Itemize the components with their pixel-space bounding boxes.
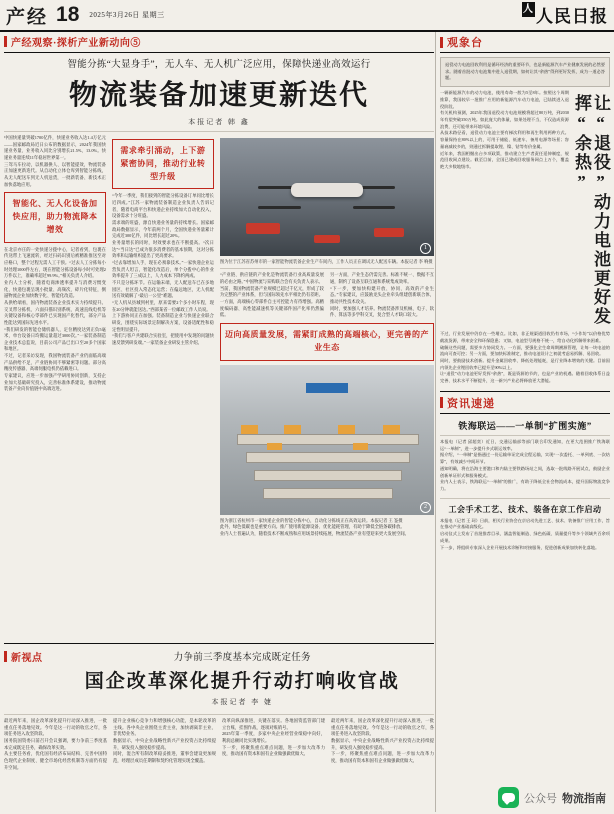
- paragraph: 专家建议，应进一步加强产学研用协同创新，支持企业加大基础研究投入，完善标准体系建设，推动物流装备产业向价值链中高端迈进。: [4, 373, 106, 392]
- paragraph: 需求端的旺盛，源自快递业务量的持续增长。国家邮政局数据显示，今年前两个月，全国快递业务量累计完成近300亿件，同比增长超过20%。: [111, 220, 214, 239]
- paragraph: 在北京亦庄的一处快递分拨中心，记者看到，包裹在传送带上飞速流转，经过扫码识别后被精准推送至对应格口，整个过程无需人工干预。“过去人工分拣每小时处理1000件左右，现在智能分拣设备每小时可处理2万件以上，准确率超过99.9%。”相关负责人介绍。: [4, 246, 106, 279]
- paragraph: 国务院国资委日前召开会议强调，要力争前三季度基本完成既定任务，确保改革实效。: [4, 737, 107, 750]
- paragraph: 一方面，高端核心零部件自主可控能力有待增强。高精度编码器、高性能减速机等关键部件国产化率仍然偏低。: [219, 299, 324, 318]
- right-rail: [440, 34, 610, 551]
- parcel-icon: [338, 425, 355, 434]
- paragraph: 上下游协同正在加强。装备制造企业与快递企业联合研发，围绕实际场景定制解决方案，设备适配性和稳定性明显提升。: [111, 313, 214, 332]
- paragraph: 从技术路径看，退役动力电池主要有梯次利用和再生利用两种方式。容量保持在80%以上的，可用于储能、低速车、备用电源等场景；容量衰减较多的，则通过拆解提取锂、镍、钴等有价金属。: [440, 130, 569, 149]
- paragraph: 业内人士普遍认为，随着技术不断成熟和应用场景持续拓展，物流装备产业有望迎来更大发展空间。: [219, 530, 409, 536]
- panel-lead: 退役动力电池回收利用是循环经济的重要环节，也是新能源汽车产业健康发展的必然要求。随着首批动力电池集中进入退役期，如何让其“余热”得到更好发挥，成为一道必答题。: [445, 62, 605, 81]
- paragraph: 提升企业核心竞争力和增强核心功能，是本轮改革的主线。各中央企业围绕主责主业，加快剥离非主业、非优势业务。: [113, 718, 216, 737]
- paragraph: 最近两年来，国企改革深化提升行动深入推进，一批重点任务落地见效。今年是这一行动的收官之年，各项任务进入攻坚阶段。: [4, 718, 107, 737]
- paragraph: “下一步，要加快构建开放、协同、高效的产业生态。”专家建议，应鼓励龙头企业牵头组建创新联合体，推动共性技术攻关。: [329, 285, 434, 305]
- lead-col-2: [112, 135, 214, 537]
- paragraph: 近年来，我国相继出台多项政策，推动建立生产者责任延伸制度，规范回收网点建设。截至目前，全国已建成回收服务网点上万个，覆盖绝大多数地级市。: [440, 150, 569, 170]
- conveyor-belt: [263, 488, 393, 499]
- overhead-sign: [306, 383, 349, 394]
- paragraph: 另一方面，产业生态仍需完善。标准不统一、数据不互通，制约了设备互联互通和系统集成效率。: [329, 272, 434, 285]
- paragraph: 最近两年来，国企改革深化提升行动深入推进，一批重点任务落地见效。今年是这一行动的收官之年，各项任务进入攻坚阶段。: [331, 718, 434, 737]
- bottom-columns: [4, 718, 434, 771]
- masthead: [0, 0, 614, 32]
- panel-bar-icon: [440, 37, 443, 48]
- paragraph: 同时，要加强人才培养。物流装备涉及机械、电子、软件、算法等多学科交叉，复合型人才缺口较大。: [329, 305, 434, 318]
- paragraph: 下一步，将聚焦重点难点问题，进一步加大改革力度，推动国有资本和国有企业做强做优做大。: [222, 744, 325, 757]
- bottom-col-2: [113, 718, 216, 771]
- panel-bar-icon: [440, 397, 443, 408]
- subcol-b: [330, 272, 434, 319]
- paragraph: 业内人士表示，铁海联运“一单制”的推广，有助于降低全社会物流成本，提升国际物流竞争力。: [440, 479, 610, 491]
- brand-text: 人民日报: [536, 7, 608, 26]
- rotor-icon: [258, 206, 301, 209]
- drone-photo: [220, 138, 434, 256]
- paragraph: 下一步，将聚焦重点难点问题，进一步加大改革力度，推动国有资本和国有企业做强做优做大。: [331, 751, 434, 763]
- paragraph: 通知明确，将在沿海主要港口和内陆主要铁路场站之间，选取一批线路开展试点，鼓励企业创新单证形式和服务模式。: [440, 465, 610, 478]
- divider: [4, 714, 434, 715]
- pull-quote-sidebar: 智能化、无人化设备加快应用，助力物流降本增效: [4, 192, 106, 242]
- lead-shoulder: 智能分拣“大显身手”，无人车、无人机广泛应用，保障快递业高效运行: [67, 60, 371, 70]
- paragraph: 破解这些问题，需要多方协同发力。一方面，要强化全生命周期溯源管理，让每一块电池的流向可查可控；另一方面，要加快标准制定，推动电池设计之初就考虑易拆解、易回收。: [440, 344, 610, 357]
- paragraph: 中国快递量突破1700亿件，快递业务收入达1.4万亿元——国家邮政局近日公布的数据显示，2024年我国快递业务量、业务收入同比分别增长21.5%、13.0%。快递业务量连续11年稳居世界第一。: [4, 135, 106, 160]
- paragraph: 数据显示，中央企业战略性新兴产业投资占比持续提升，研发投入强度稳步提高。: [113, 737, 216, 750]
- parcel-icon: [241, 425, 258, 434]
- conveyor-belt: [254, 470, 402, 481]
- parcel-icon: [383, 425, 400, 434]
- divider: [4, 131, 434, 132]
- paragraph: 从主要任务看，优化国有经济布局结构、完善中国特色现代企业制度、健全市场化经营机制等方面仍有提升空间。: [4, 751, 107, 770]
- paragraph: 据介绍，“一单制”是指通过一份运输单证完成全程运输，实现“一次委托、一单到底、一次结算”，有效减少中间环节。: [440, 452, 610, 465]
- lead-byline: 本报记者 韩 鑫: [188, 118, 250, 126]
- kicker-bar-icon: [4, 651, 7, 662]
- paragraph: 一辆新能源汽车的动力电池，使用寿命一般为5至8年。按照这个周期推算，我国较早一批推广应用的新能源汽车动力电池，已陆续进入退役阶段。: [440, 90, 569, 109]
- sorting-hall-photo: [220, 365, 434, 515]
- main-content: [4, 34, 434, 537]
- paragraph: 本报电（记者 王 珂）日前，相关行业协会在京启动先进工艺、技术、装备推广应用工作，旨在推动产业基础高级化。: [440, 517, 610, 530]
- bottom-kicker: [4, 649, 43, 664]
- photo-caption: 图为位于江苏省苏州市的一家智能物流装备企业生产车间内，工作人员正在调试无人配送车辆。本报记者 李 响摄: [219, 259, 433, 264]
- bottom-shoulder: 力争前三季度基本完成既定任务: [173, 653, 311, 663]
- page-number: 18: [56, 3, 80, 26]
- paragraph: 从供给端看，国内物流装备企业技术实力持续提升。交叉带分拣机、六面扫描识别系统、高速直线电机等关键设备和核心零部件已实现国产化替代，部分产品性能达到国际先进水平。: [4, 299, 106, 325]
- paragraph: 不过，记者采访发现，我国物流装备产业仍面临高端产品供给不足、产业链协同不够紧密等问题。部分高精度传感器、高端伺服电机仍依赖进口。: [4, 353, 106, 372]
- kicker-label: 产经观察·探析产业新动向⑤: [11, 38, 141, 49]
- conveyor-belt: [246, 452, 411, 463]
- brand-mark: 人: [523, 4, 534, 15]
- paragraph: “产业链、供应链的产业化是物流装备行业高质量发展的必由之路。”中国物流与采购联合会有关负责人表示。: [219, 272, 324, 285]
- bottom-col-1: [4, 718, 107, 771]
- kicker-label: 新视点: [11, 653, 43, 664]
- divider: [220, 268, 434, 269]
- photo-number-badge: 2: [420, 502, 431, 513]
- photo-caption-2: 图为浙江省杭州市一家快递企业的智能分拣中心，自动化分拣线正在高效运转。本报记者 王 崟摄: [219, 517, 403, 523]
- pull-quote-mid: 迈向高质量发展，需紧盯成熟的高端核心，更完善的产业生态: [220, 323, 434, 361]
- package-icon: [246, 223, 280, 234]
- panel-label: 资讯速递: [447, 397, 495, 410]
- photo-number-badge: 1: [420, 243, 431, 254]
- wechat-icon: [498, 787, 519, 808]
- paragraph: 本报电（记者 邱超奕）近日，交通运输部等部门联合印发通知，在更大范围推广铁海联运“一单制”，进一步提升多式联运效率。: [440, 438, 610, 451]
- rotor-icon: [353, 206, 396, 209]
- lead-col-3-subcols: [220, 272, 434, 319]
- package-icon: [374, 228, 404, 237]
- divider: [4, 52, 434, 53]
- paragraph: 下一步，将组织专家深入企业开展技术诊断和对接服务，促进创新成果加快转化落地。: [440, 544, 600, 550]
- lead-kicker: [4, 34, 434, 49]
- section-name: 产经: [6, 6, 49, 28]
- divider: [440, 498, 610, 499]
- paragraph: 同时，混合所有制改革稳妥推进，董事会建设更加规范，经理层成员任期制和契约化管理实现全覆盖。: [113, 751, 216, 763]
- paragraph: 业务量增长的同时，时效要求也在不断提高。“次日达”“当日达”已成为很多消费者的基本预期，这对分拣效率和运输组织提出了更高要求。: [111, 239, 214, 259]
- paragraph: 让“退役”动力电池更好发挥“余热”，既是资源的节约，也是产业的机遇。随着回收体系日益完善、技术水平不断提升，这一新兴产业必将释放更大潜能。: [440, 371, 610, 384]
- panel-observation-header: [440, 34, 610, 53]
- conveyor-belt: [237, 434, 419, 445]
- paragraph: 启动仪式上发布了首批推荐目录，涵盖智能制造、绿色低碳、质量提升等多个领域共百余项成果。: [440, 531, 610, 543]
- subcol-a: [220, 272, 324, 319]
- bottom-byline: 本报记者 李 婕: [211, 698, 273, 706]
- parcel-icon: [267, 443, 282, 451]
- watermark-prefix: 公众号: [524, 792, 557, 805]
- paragraph: 同时，要鼓励技术创新。提升金属回收率、降低处理能耗，是行业降本增效的关键。目前国内领先企业锂回收率已提升至90%以上。: [440, 358, 610, 370]
- bottom-headline: 国企改革深化提升行动打响收官战: [84, 671, 400, 692]
- paragraph: 2025年第一季度，多家中央企业经营业绩稳中向好，利润总额同比实现增长。: [222, 731, 325, 743]
- lead-col-1: [4, 135, 106, 537]
- parcel-icon: [284, 425, 301, 434]
- paragraph: “我们研发的智能仓储机器人，定位精度达到正负5毫米，单台设备日均搬运量超过3000次。”一家装备制造企业技术总监说，目前公司产品已出口至20多个国家和地区。: [4, 326, 106, 352]
- paragraph: “过去靠增加人手，现在必须靠技术。”一家快递企业运营负责人坦言，智能化改造后，单个分拨中心的作业效率提升了三成以上，人力成本下降约两成。: [111, 259, 214, 279]
- divider: [4, 643, 434, 644]
- paragraph: 有关机构预测，2025年我国退役动力电池规模将超过80万吨，到2030年有望突破350万吨。如此庞大的体量，如果处理不当，不仅造成资源浪费，还可能带来环境风险。: [440, 110, 569, 129]
- paragraph: 此外，绿色低碳也是重要方向。推广使用新能源设备、优化能耗管理，有助于降低全链条碳排放。: [219, 524, 405, 530]
- paragraph: 当前，我国物流装备产业规模已超过千亿元，形成了较为完整的产业体系，但与国际领先水平相比仍有差距。: [219, 285, 324, 298]
- parcel-icon: [353, 443, 368, 451]
- newspaper-brand: [522, 2, 608, 27]
- kicker-bar-icon: [4, 36, 7, 47]
- paragraph: 改革向纵深推进，关键在落实。各地国资监管部门建立台账，挂图作战，逐项对账销号。: [222, 718, 325, 730]
- watermark: [498, 787, 606, 808]
- news-headline-2: 工会手术工艺、技术、装备在京工作启动: [448, 504, 602, 514]
- divider: [440, 435, 610, 436]
- watermark-name: 物流指南: [562, 792, 606, 805]
- paragraph: “今年一季度，我们接到的智能分拣设备订单同比增长近四成。”江苏一家物流装备制造企业负责人告诉记者，随着电商平台和快递企业持续加大自动化投入，设备需求十分旺盛。: [111, 193, 214, 219]
- lead-col-3: [220, 135, 434, 537]
- publication-date: 2025年3月26日 星期三: [89, 11, 165, 19]
- panel-label: 观象台: [447, 37, 483, 49]
- drone-fuselage: [291, 183, 364, 197]
- paragraph: 数据显示，中央企业战略性新兴产业投资占比持续提升，研发投入强度稳步提高。: [331, 737, 434, 750]
- bottom-col-3: [222, 718, 325, 771]
- panel-news-header: [440, 395, 610, 414]
- package-icon: [314, 235, 340, 243]
- panel-vertical-headline: 让“退役”动力电池更好发挥“余热”: [571, 94, 610, 327]
- paragraph: “无人机从县城到村里，原来需要2个多小时车程，现在20分钟就能送达。”西部某省一位邮政工作人员说。: [111, 299, 214, 312]
- paragraph: 不只是分拣环节。在运输末端，无人配送车已在多地园区、社区投入常态化运营；在偏远地区，无人机配送有效破解了“最后一公里”难题。: [111, 279, 214, 299]
- paragraph: “我们与客户共建联合实验室，把使用中发现的问题快速反馈到研发端。”一家装备企业研发主管介绍。: [111, 333, 214, 345]
- news-headline: 铁海联运——一单制“扩围实施”: [458, 420, 592, 431]
- paragraph: 三驾马车拉动，以机器换人、以智能提效，物流装备正加速更新迭代。从自动化立体仓库到智能分拣线，从无人配送车到无人机送货，一批新装备、新技术正加快落地应用。: [4, 161, 106, 187]
- lead-columns: [4, 135, 434, 537]
- pull-quote-top: 需求牵引涌动，上下游紧密协同，推动行业转型升级: [112, 139, 214, 189]
- lead-headline: 物流装备加速更新迭代: [68, 80, 369, 111]
- divider: [440, 391, 610, 392]
- secondary-article: [4, 640, 434, 771]
- bottom-col-4: [331, 718, 434, 771]
- paragraph: 业内人士分析，随着电商渗透率提升与消费习惯变化，快递包裹呈现小批量、高频次、碎片化特征，倒逼物流企业加快数字化、智能化改造。: [4, 279, 106, 299]
- paragraph: 不过，行业发展中仍存在一些堵点。比如，非正规渠道回收仍有市场，“小作坊”以价格优势截流货源，带来安全和环保隐患；又如，电池型号规格不统一，给自动化拆解带来困难。: [440, 331, 610, 343]
